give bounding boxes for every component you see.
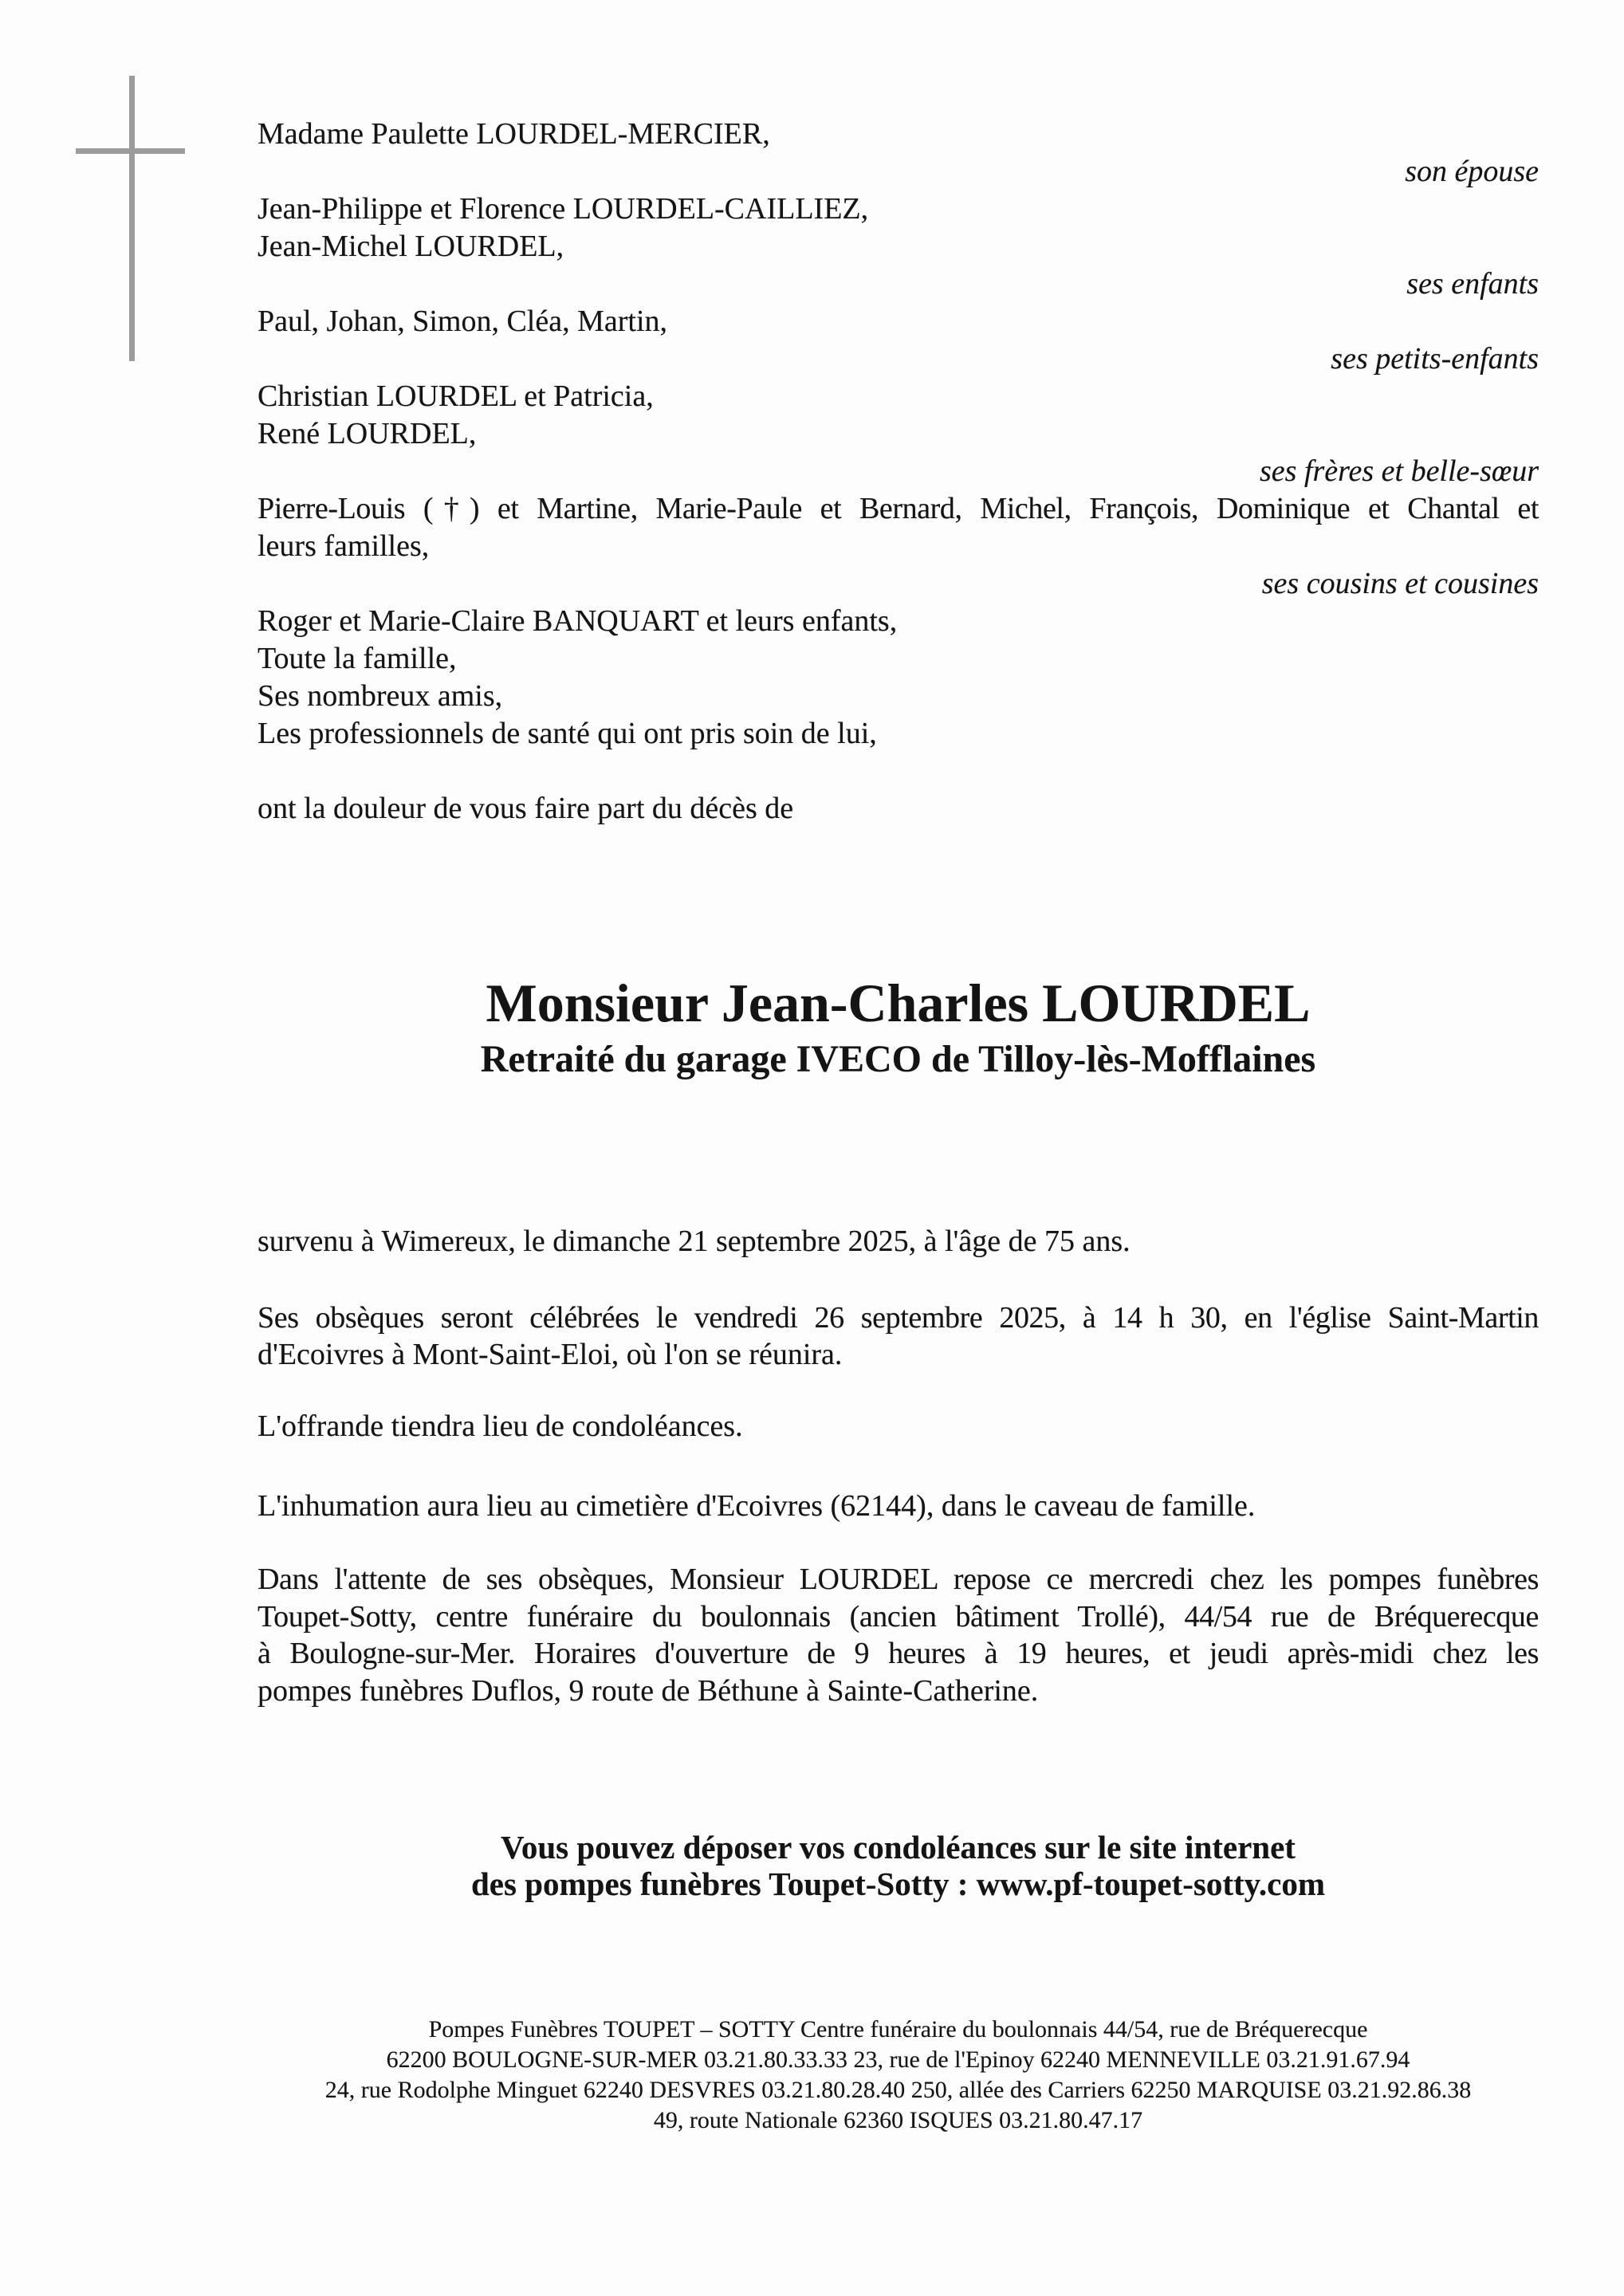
family-line: Jean-Michel LOURDEL,	[258, 230, 564, 263]
funeral-home-address: 24, rue Rodolphe Minguet 62240 DESVRES 03.21.80.28.40 250, allée des Carriers 62250 MARQUISE 03.21.92.86.38	[324, 2077, 1472, 2103]
family-line: Jean-Philippe et Florence LOURDEL-CAILLIEZ,	[258, 192, 869, 226]
cross-horizontal-bar	[76, 148, 185, 154]
repose-details: à Boulogne-sur-Mer. Horaires d'ouverture de 9 heures à 19 heures, et jeudi après-midi chez les	[258, 1637, 1539, 1670]
family-line: Christian LOURDEL et Patricia,	[258, 379, 654, 413]
funeral-home-address: 62200 BOULOGNE-SUR-MER 03.21.80.33.33 23, rue de l'Epinoy 62240 MENNEVILLE 03.21.91.67.94	[386, 2046, 1410, 2073]
announcement-text-block	[258, 0, 1539, 2296]
relation-label-petits-enfants: ses petits-enfants	[1331, 342, 1539, 375]
repose-details: pompes funèbres Duflos, 9 route de Béthune à Sainte-Catherine.	[258, 1674, 1039, 1708]
family-line: Paul, Johan, Simon, Cléa, Martin,	[258, 305, 668, 338]
offering-note: L'offrande tiendra lieu de condoléances.	[258, 1409, 743, 1443]
burial-details: L'inhumation aura lieu au cimetière d'Ecoivres (62144), dans le caveau de famille.	[258, 1489, 1256, 1523]
funeral-home-address: 49, route Nationale 62360 ISQUES 03.21.80.47.17	[653, 2107, 1143, 2133]
relation-label-cousins: ses cousins et cousines	[1261, 567, 1539, 600]
cross-vertical-bar	[129, 76, 135, 361]
funeral-details: d'Ecoivres à Mont-Saint-Eloi, où l'on se réunira.	[258, 1338, 843, 1371]
family-line: Ses nombreux amis,	[258, 679, 503, 713]
family-line: Pierre-Louis (†) et Martine, Marie-Paule et Bernard, Michel, François, Dominique et Chantal et	[258, 492, 1539, 525]
deceased-name: Monsieur Jean-Charles LOURDEL	[486, 973, 1311, 1033]
condolences-website-note: Vous pouvez déposer vos condoléances sur le site internet	[501, 1829, 1296, 1866]
relation-label-enfants: ses enfants	[1406, 267, 1539, 301]
relation-label-freres: ses frères et belle-sœur	[1259, 454, 1539, 488]
family-line: Les professionnels de santé qui ont pris soin de lui,	[258, 717, 877, 750]
funeral-home-address: Pompes Funèbres TOUPET – SOTTY Centre funéraire du boulonnais 44/54, rue de Bréquerecque	[428, 2016, 1368, 2042]
death-details: survenu à Wimereux, le dimanche 21 septembre 2025, à l'âge de 75 ans.	[258, 1225, 1131, 1258]
condolences-website-note: des pompes funèbres Toupet-Sotty : www.pf-toupet-sotty.com	[471, 1866, 1325, 1902]
family-line: Madame Paulette LOURDEL-MERCIER,	[258, 117, 770, 151]
funeral-details: Ses obsèques seront célébrées le vendredi 26 septembre 2025, à 14 h 30, en l'église Saint-Martin	[258, 1301, 1539, 1335]
family-line: leurs familles,	[258, 529, 430, 563]
announcement-line: ont la douleur de vous faire part du décès de	[258, 792, 794, 825]
repose-details: Dans l'attente de ses obsèques, Monsieur LOURDEL repose ce mercredi chez les pompes funèbres	[258, 1563, 1539, 1596]
family-line: Roger et Marie-Claire BANQUART et leurs enfants,	[258, 604, 898, 638]
family-line: Toute la famille,	[258, 642, 457, 675]
family-line: René LOURDEL,	[258, 417, 477, 450]
relation-label-epouse: son épouse	[1405, 155, 1539, 188]
deceased-profession: Retraité du garage IVECO de Tilloy-lès-Mofflaines	[480, 1038, 1316, 1080]
repose-details: Toupet-Sotty, centre funéraire du boulonnais (ancien bâtiment Trollé), 44/54 rue de Bréquerecque	[258, 1600, 1539, 1634]
